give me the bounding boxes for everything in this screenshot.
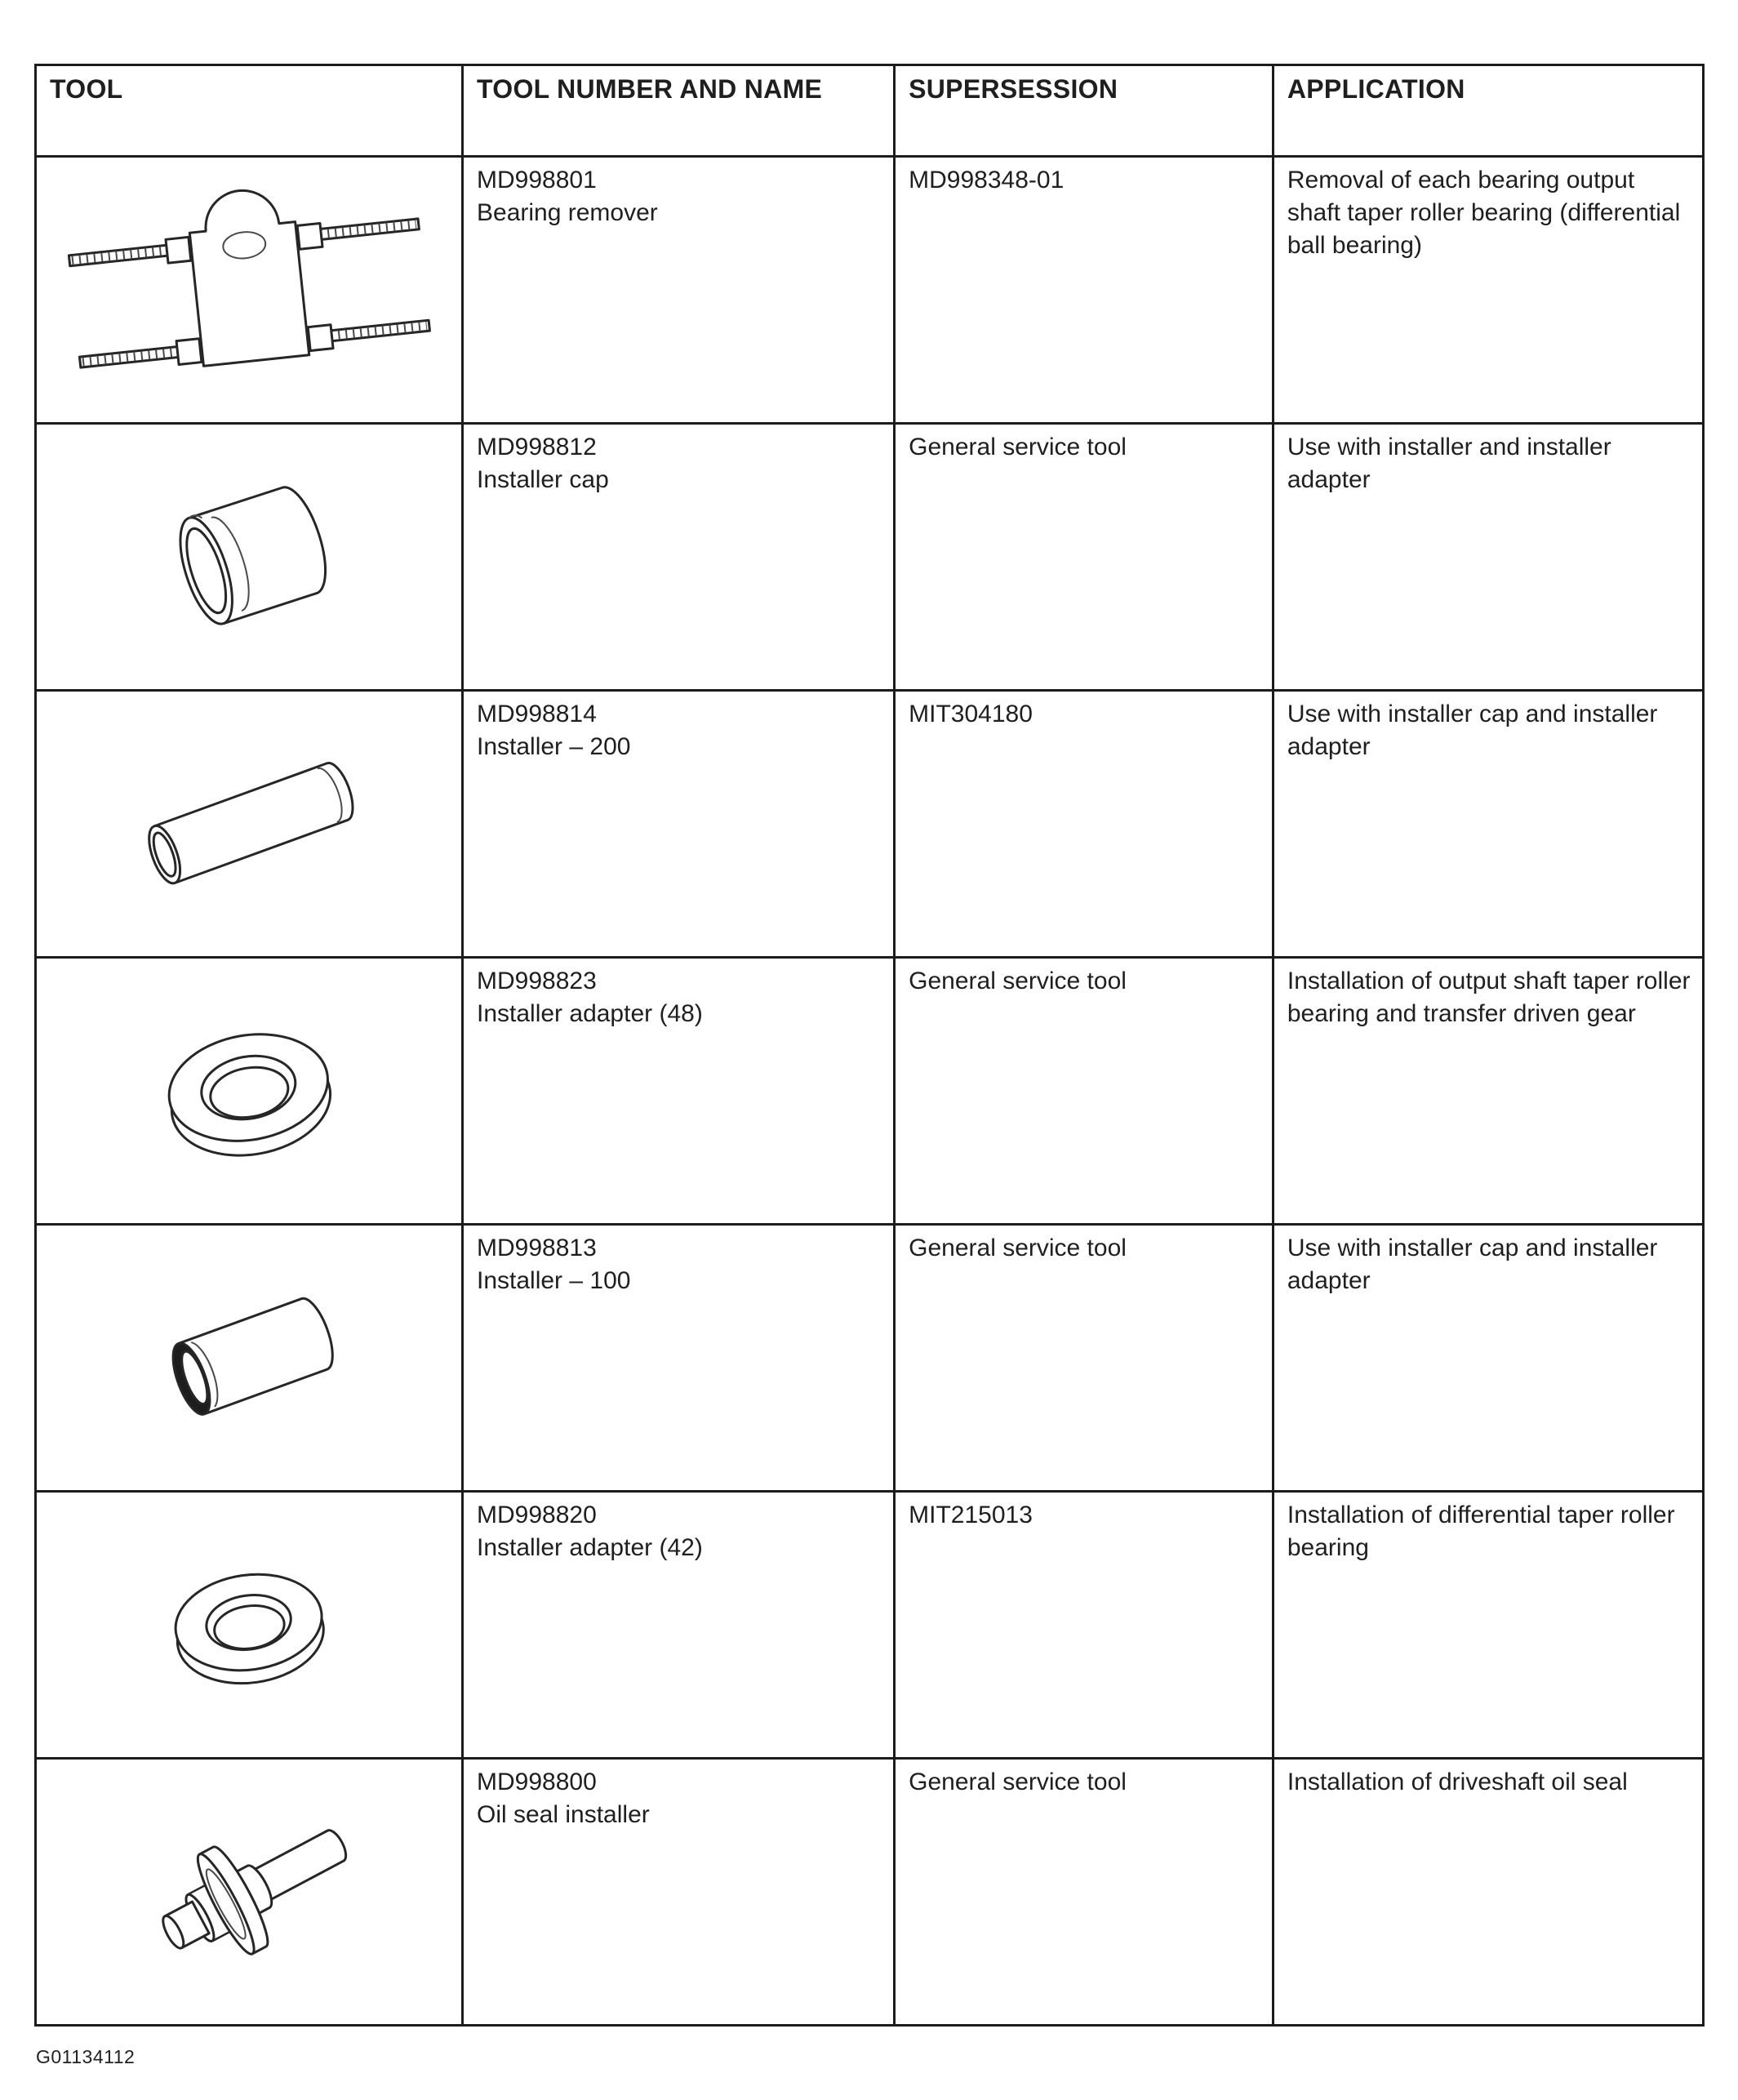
application-cell xyxy=(1273,1492,1703,1759)
application-cell xyxy=(1273,1225,1703,1492)
supersession-cell xyxy=(895,1759,1273,2026)
supersession-cell xyxy=(895,1225,1273,1492)
supersession-cell xyxy=(895,157,1273,424)
application-cell xyxy=(1273,691,1703,958)
supersession-text: MD998348-01 xyxy=(909,167,1065,194)
installer-adapter-42-icon xyxy=(135,1531,363,1719)
application-cell xyxy=(1273,424,1703,691)
installer-cap-icon xyxy=(127,459,371,655)
supersession-text: General service tool xyxy=(909,434,1127,460)
tool-number-name-cell xyxy=(463,424,895,691)
supersession-cell xyxy=(895,424,1273,691)
tool-name: Bearing remover xyxy=(477,199,658,227)
column-header-supersession: SUPERSESSION xyxy=(895,65,1273,157)
installer-100-icon xyxy=(127,1260,371,1456)
supersession-text: General service tool xyxy=(909,1769,1127,1795)
tool-illustration-cell xyxy=(36,958,463,1225)
table-row xyxy=(36,1759,1704,2026)
tool-number-name-cell xyxy=(463,958,895,1225)
application-text: Installation of differential taper roller bearing xyxy=(1287,1502,1675,1562)
table-row xyxy=(36,1225,1704,1492)
tool-number-name-cell xyxy=(463,1225,895,1492)
supersession-text: MIT215013 xyxy=(909,1502,1033,1528)
tool-name: Installer – 100 xyxy=(477,1267,631,1295)
tool-illustration-cell xyxy=(36,157,463,424)
column-header-application: APPLICATION xyxy=(1273,65,1703,157)
tool-number: MD998820 xyxy=(477,1502,597,1528)
tool-illustration-cell xyxy=(36,424,463,691)
tool-number-name-cell xyxy=(463,157,895,424)
tool-name: Oil seal installer xyxy=(477,1801,650,1829)
application-text: Use with installer cap and installer adapter xyxy=(1287,701,1658,761)
application-text: Use with installer cap and installer adapter xyxy=(1287,1235,1658,1295)
column-header-tool-number-name: TOOL NUMBER AND NAME xyxy=(463,65,895,157)
tool-illustration-cell xyxy=(36,1759,463,2026)
application-text: Installation of output shaft taper roller bearing and transfer driven gear xyxy=(1287,968,1691,1028)
tool-illustration-cell xyxy=(36,1492,463,1759)
supersession-text: MIT304180 xyxy=(909,701,1033,727)
application-text: Use with installer and installer adapter xyxy=(1287,434,1611,494)
oil-seal-installer-icon xyxy=(114,1790,384,1994)
tool-number: MD998814 xyxy=(477,701,597,727)
table-row xyxy=(36,424,1704,691)
tool-illustration-cell xyxy=(36,1225,463,1492)
application-text: Removal of each bearing output shaft taper roller bearing (differential ball bearing) xyxy=(1287,167,1681,260)
tool-number-name-cell xyxy=(463,691,895,958)
special-tools-table xyxy=(34,64,1705,2027)
application-cell xyxy=(1273,1759,1703,2026)
tool-number-name-cell xyxy=(463,1492,895,1759)
tool-number: MD998812 xyxy=(477,434,597,460)
tool-number-name-cell xyxy=(463,1759,895,2026)
supersession-text: General service tool xyxy=(909,968,1127,994)
tool-name: Installer cap xyxy=(477,466,609,494)
supersession-cell xyxy=(895,958,1273,1225)
table-row xyxy=(36,691,1704,958)
tool-name: Installer – 200 xyxy=(477,733,631,761)
table-row xyxy=(36,958,1704,1225)
table-row xyxy=(36,157,1704,424)
application-cell xyxy=(1273,157,1703,424)
supersession-cell xyxy=(895,1492,1273,1759)
tool-number: MD998800 xyxy=(477,1769,597,1795)
application-text: Installation of driveshaft oil seal xyxy=(1287,1769,1628,1795)
bearing-remover-icon xyxy=(61,188,437,392)
supersession-text: General service tool xyxy=(909,1235,1127,1261)
tool-illustration-cell xyxy=(36,691,463,958)
tool-name: Installer adapter (42) xyxy=(477,1534,703,1562)
installer-200-icon xyxy=(110,722,388,926)
table-row xyxy=(36,1492,1704,1759)
tool-number: MD998801 xyxy=(477,167,597,194)
tool-name: Installer adapter (48) xyxy=(477,1000,703,1028)
tool-number: MD998813 xyxy=(477,1235,597,1261)
header-row xyxy=(36,65,1704,157)
supersession-cell xyxy=(895,691,1273,958)
tool-number: MD998823 xyxy=(477,968,597,994)
installer-adapter-48-icon xyxy=(127,993,371,1189)
figure-code: G01134112 xyxy=(36,2046,136,2067)
application-cell xyxy=(1273,958,1703,1225)
column-header-tool: TOOL xyxy=(36,65,463,157)
